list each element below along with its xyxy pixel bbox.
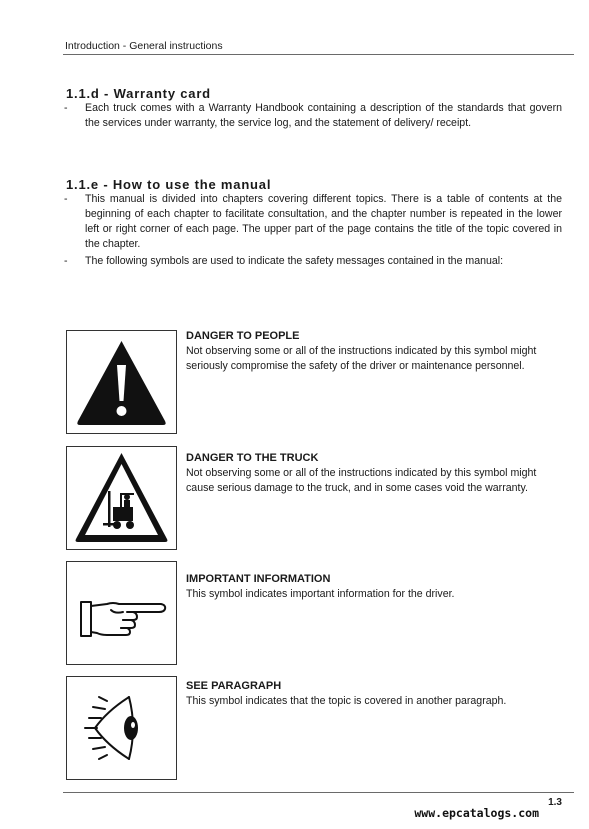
forklift-warning-icon (67, 447, 176, 549)
bullet-symbols-intro (64, 254, 562, 269)
symbol-description: This symbol indicates important information for the driver. (186, 588, 455, 600)
symbol-title: IMPORTANT INFORMATION (186, 573, 331, 585)
header-title: Introduction - General instructions (65, 40, 223, 52)
symbol-description: This symbol indicates that the topic is covered in another paragraph. (186, 695, 507, 707)
bullet-dash: - (64, 102, 68, 114)
bullet-text: This manual is divided into chapters covering different topics. There is a table of contents at the beginning of each chapter to facilitate consultation, and the chapter number is repeated in the lower left or right corner of each page. The upper part of the page contains the title of the topic covered in the chapter. (85, 193, 562, 250)
symbol-title: SEE PARAGRAPH (186, 680, 282, 692)
symbol-box-see-paragraph (66, 676, 177, 780)
page-number: 1.3 (548, 797, 562, 808)
symbol-description: Not observing some or all of the instructions indicated by this symbol might cause serious damage to the truck, and in some cases void the warranty. (186, 467, 537, 494)
bullet-dash: - (64, 193, 68, 205)
symbol-text-danger-truck (186, 451, 564, 496)
symbol-text-danger-people (186, 329, 564, 374)
symbol-text-see-paragraph (186, 679, 564, 709)
watermark: www.epcatalogs.com (414, 806, 539, 820)
section-title-warranty-card: 1.1.d - Warranty card (66, 86, 211, 101)
bullet-text: The following symbols are used to indicate the safety messages contained in the manual: (85, 255, 504, 267)
symbol-box-danger-truck (66, 446, 177, 550)
footer-divider (63, 792, 574, 793)
bullet-warranty-handbook (64, 101, 562, 131)
bullet-dash: - (64, 255, 68, 267)
symbol-description: Not observing some or all of the instructions indicated by this symbol might seriously compromise the safety of the driver or maintenance personnel. (186, 345, 537, 372)
danger-triangle-icon (67, 331, 176, 433)
symbol-box-important-info (66, 561, 177, 665)
symbol-text-important-info (186, 572, 564, 602)
bullet-text: Each truck comes with a Warranty Handbook containing a description of the standards that govern the services under warranty, the service log, and the statement of delivery/ receipt. (85, 102, 562, 129)
symbol-title: DANGER TO PEOPLE (186, 330, 300, 342)
eye-icon (67, 677, 176, 779)
symbol-title: DANGER TO THE TRUCK (186, 452, 319, 464)
bullet-manual-structure (64, 192, 562, 252)
section-title-how-to-use: 1.1.e - How to use the manual (66, 177, 272, 192)
pointing-hand-icon (67, 562, 176, 664)
symbol-box-danger-people (66, 330, 177, 434)
header-divider (63, 54, 574, 55)
